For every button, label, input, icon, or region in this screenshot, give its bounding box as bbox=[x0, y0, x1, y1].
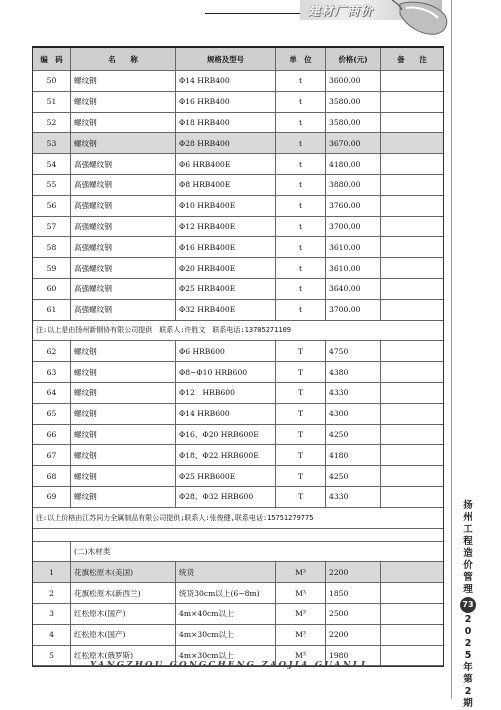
table-row bbox=[33, 404, 443, 425]
cell-unit: t bbox=[276, 71, 326, 91]
cell-code: 52 bbox=[33, 113, 71, 133]
cell-remark bbox=[381, 341, 443, 361]
cell-remark bbox=[381, 217, 443, 237]
vertical-char: 5 bbox=[464, 650, 472, 661]
page-number: 73 bbox=[460, 597, 476, 613]
cell-name: 高强螺纹钢 bbox=[71, 279, 176, 299]
cell-remark bbox=[381, 175, 443, 195]
blank-row bbox=[33, 529, 443, 542]
cell-name: 高强螺纹钢 bbox=[71, 258, 176, 278]
cell-name: 螺纹钢 bbox=[71, 92, 176, 112]
cell-code: 66 bbox=[33, 425, 71, 445]
cell-unit: M³ bbox=[276, 625, 326, 645]
col-header-code: 编 码 bbox=[33, 48, 71, 70]
cell-code: 65 bbox=[33, 404, 71, 424]
cell-price: 3760.00 bbox=[326, 196, 381, 216]
cell-code: 60 bbox=[33, 279, 71, 299]
cell-price: 3700.00 bbox=[326, 300, 381, 320]
table-row bbox=[33, 113, 443, 134]
cell-unit: t bbox=[276, 154, 326, 174]
cell-code: 69 bbox=[33, 487, 71, 507]
table-row bbox=[33, 362, 443, 383]
cell-remark bbox=[381, 154, 443, 174]
cell-spec: Φ28、Φ32 HRB600 bbox=[176, 487, 276, 507]
cell-price: 3580.00 bbox=[326, 92, 381, 112]
table-row bbox=[33, 237, 443, 258]
cell-spec: 4m×40cm以上 bbox=[176, 604, 276, 624]
cell-price: 3600.00 bbox=[326, 71, 381, 91]
supplier-note-2 bbox=[33, 508, 443, 529]
footer-pinyin: YANGZHOU GONGCHENG ZAOJIA GUANLI bbox=[90, 660, 368, 670]
cell-name: 螺纹钢 bbox=[71, 445, 176, 465]
cell-spec: Φ16、Φ20 HRB600E bbox=[176, 425, 276, 445]
cell-unit: t bbox=[276, 196, 326, 216]
cell-unit: T bbox=[276, 466, 326, 486]
cell-remark bbox=[381, 445, 443, 465]
vertical-char: 0 bbox=[464, 626, 472, 637]
cell-name: 螺纹钢 bbox=[71, 383, 176, 403]
col-header-spec: 规格及型号 bbox=[176, 48, 276, 70]
cell-remark bbox=[381, 279, 443, 299]
cell-unit: t bbox=[276, 300, 326, 320]
table-row bbox=[33, 425, 443, 446]
cell-price: 3700.00 bbox=[326, 217, 381, 237]
cell-spec: Φ18、Φ22 HRB600E bbox=[176, 445, 276, 465]
cell-price: 3670.00 bbox=[326, 133, 381, 153]
cell-spec: Φ20 HRB400E bbox=[176, 258, 276, 278]
cell-unit: t bbox=[276, 175, 326, 195]
cell-spec: Φ14 HRB600 bbox=[176, 404, 276, 424]
cell-code: 61 bbox=[33, 300, 71, 320]
cell-unit: t bbox=[276, 133, 326, 153]
table-row bbox=[33, 154, 443, 175]
cell-code: 63 bbox=[33, 362, 71, 382]
cell-spec: 统货 bbox=[176, 562, 276, 582]
cell-code: 4 bbox=[33, 625, 71, 645]
cell-spec: Φ8 HRB400E bbox=[176, 175, 276, 195]
cell-remark bbox=[381, 487, 443, 507]
table-body-timber bbox=[33, 562, 443, 666]
cell-remark bbox=[381, 604, 443, 624]
cell-spec: Φ14 HRB400 bbox=[176, 71, 276, 91]
cell-price: 3880.00 bbox=[326, 175, 381, 195]
vertical-char: 程 bbox=[463, 536, 473, 547]
journal-title-vertical bbox=[460, 500, 476, 596]
cell-unit: t bbox=[276, 258, 326, 278]
cell-price: 1850 bbox=[326, 583, 381, 603]
cell-remark bbox=[381, 562, 443, 582]
cell-price: 3580.00 bbox=[326, 113, 381, 133]
cell-unit: T bbox=[276, 404, 326, 424]
cell-code: 51 bbox=[33, 92, 71, 112]
cell-remark bbox=[381, 196, 443, 216]
cell-code: 2 bbox=[33, 583, 71, 603]
cell-spec: Φ6 HRB400E bbox=[176, 154, 276, 174]
cell-spec: Φ25 HRB600E bbox=[176, 466, 276, 486]
cell-price: 4250 bbox=[326, 425, 381, 445]
vertical-char: 价 bbox=[463, 560, 473, 571]
cell-code: 5 bbox=[33, 646, 71, 666]
cell-price: 4330 bbox=[326, 383, 381, 403]
table-row bbox=[33, 487, 443, 508]
cell-price: 4250 bbox=[326, 466, 381, 486]
table-row bbox=[33, 279, 443, 300]
cell-price: 1980 bbox=[326, 646, 381, 666]
cell-unit: T bbox=[276, 341, 326, 361]
cell-remark bbox=[381, 258, 443, 278]
table-header-row bbox=[33, 48, 443, 71]
cell-remark bbox=[381, 404, 443, 424]
table-body-steel-b bbox=[33, 341, 443, 507]
table-row bbox=[33, 383, 443, 404]
cell-code: 1 bbox=[33, 562, 71, 582]
note-text: 注:以上价格由江苏同力全属制品有限公司提供;联系人:张俊健,联系电话:15751279775 bbox=[36, 513, 314, 522]
cell-name: 高强螺纹钢 bbox=[71, 175, 176, 195]
cell-name: 高强螺纹钢 bbox=[71, 237, 176, 257]
cell-spec: Φ28 HRB400 bbox=[176, 133, 276, 153]
cell-remark bbox=[381, 237, 443, 257]
col-header-price: 价格(元) bbox=[326, 48, 381, 70]
cell-remark bbox=[381, 92, 443, 112]
cell-code: 50 bbox=[33, 71, 71, 91]
cell-price: 2200 bbox=[326, 562, 381, 582]
vertical-char: 造 bbox=[463, 548, 473, 559]
table-row bbox=[33, 466, 443, 487]
vertical-char: 2 bbox=[464, 614, 472, 625]
cell-remark bbox=[381, 71, 443, 91]
cell-name: 螺纹钢 bbox=[71, 362, 176, 382]
section-title: (二)木材类 bbox=[74, 546, 111, 556]
cell-remark bbox=[381, 113, 443, 133]
cell-unit: t bbox=[276, 217, 326, 237]
cell-price: 4380 bbox=[326, 362, 381, 382]
table-row bbox=[33, 175, 443, 196]
table-row bbox=[33, 625, 443, 646]
cell-unit: M³ bbox=[276, 646, 326, 666]
cell-price: 4180.00 bbox=[326, 154, 381, 174]
header-title: 建材厂商价 bbox=[308, 4, 374, 18]
vertical-char: 工 bbox=[463, 524, 473, 535]
cell-name: 红松原木(俄罗斯) bbox=[71, 646, 176, 666]
cell-remark bbox=[381, 133, 443, 153]
vertical-char: 2 bbox=[464, 686, 472, 697]
cell-unit: T bbox=[276, 362, 326, 382]
cell-name: 高强螺纹钢 bbox=[71, 196, 176, 216]
table-row bbox=[33, 92, 443, 113]
cell-unit: T bbox=[276, 383, 326, 403]
col-header-unit: 单 位 bbox=[276, 48, 326, 70]
table-row bbox=[33, 604, 443, 625]
cell-name: 红松原木(国产) bbox=[71, 625, 176, 645]
cell-name: 高强螺纹钢 bbox=[71, 154, 176, 174]
table-row bbox=[33, 258, 443, 279]
price-table bbox=[32, 46, 444, 667]
cell-remark bbox=[381, 300, 443, 320]
cell-unit: t bbox=[276, 92, 326, 112]
cell-price: 2200 bbox=[326, 625, 381, 645]
right-margin-rule bbox=[451, 0, 452, 699]
table-row bbox=[33, 562, 443, 583]
cell-unit: t bbox=[276, 279, 326, 299]
cell-code: 62 bbox=[33, 341, 71, 361]
cell-remark bbox=[381, 362, 443, 382]
section-row-timber bbox=[33, 542, 443, 563]
cell-name: 螺纹钢 bbox=[71, 425, 176, 445]
cell-price: 4300 bbox=[326, 404, 381, 424]
supplier-note-1 bbox=[33, 321, 443, 342]
cell-name: 花旗松原木(新西兰) bbox=[71, 583, 176, 603]
table-row bbox=[33, 133, 443, 154]
vertical-char: 期 bbox=[463, 698, 473, 709]
vertical-char: 年 bbox=[463, 662, 473, 673]
cell-code: 57 bbox=[33, 217, 71, 237]
cell-spec: Φ16 HRB400E bbox=[176, 237, 276, 257]
cell-price: 3610.00 bbox=[326, 258, 381, 278]
cell-remark bbox=[381, 625, 443, 645]
cell-spec: 4m×30cm以上 bbox=[176, 625, 276, 645]
table-row bbox=[33, 445, 443, 466]
cell-unit: M³ bbox=[276, 583, 326, 603]
cell-name: 红松原木(国产) bbox=[71, 604, 176, 624]
cell-unit: t bbox=[276, 113, 326, 133]
table-row bbox=[33, 583, 443, 604]
cell-name: 螺纹钢 bbox=[71, 113, 176, 133]
cell-name: 高强螺纹钢 bbox=[71, 300, 176, 320]
cell-name: 花旗松原木(美国) bbox=[71, 562, 176, 582]
cell-price: 3610.00 bbox=[326, 237, 381, 257]
cell-code: 68 bbox=[33, 466, 71, 486]
col-header-name: 名 称 bbox=[71, 48, 176, 70]
cell-unit: T bbox=[276, 445, 326, 465]
cell-name: 螺纹钢 bbox=[71, 71, 176, 91]
cell-spec: Φ32 HRB400E bbox=[176, 300, 276, 320]
cell-unit: T bbox=[276, 425, 326, 445]
table-row bbox=[33, 196, 443, 217]
issue-vertical bbox=[460, 614, 476, 710]
cell-spec: Φ16 HRB400 bbox=[176, 92, 276, 112]
cell-spec: Φ12 HRB600 bbox=[176, 383, 276, 403]
cell-name: 螺纹钢 bbox=[71, 341, 176, 361]
cell-unit: M³ bbox=[276, 562, 326, 582]
side-journal-label bbox=[460, 500, 476, 710]
cell-spec: 4m×30cm以上 bbox=[176, 646, 276, 666]
cell-spec: 统货30cm以上(6~8m) bbox=[176, 583, 276, 603]
cell-name: 螺纹钢 bbox=[71, 487, 176, 507]
cell-unit: t bbox=[276, 237, 326, 257]
cell-remark bbox=[381, 425, 443, 445]
cell-price: 4750 bbox=[326, 341, 381, 361]
vertical-char: 第 bbox=[463, 674, 473, 685]
cell-spec: Φ10 HRB400E bbox=[176, 196, 276, 216]
cell-unit: M³ bbox=[276, 604, 326, 624]
table-row bbox=[33, 341, 443, 362]
cell-code: 67 bbox=[33, 445, 71, 465]
cell-name: 螺纹钢 bbox=[71, 133, 176, 153]
cell-price: 4330 bbox=[326, 487, 381, 507]
cell-price: 3640.00 bbox=[326, 279, 381, 299]
cell-code: 53 bbox=[33, 133, 71, 153]
cell-code: 54 bbox=[33, 154, 71, 174]
cell-remark bbox=[381, 583, 443, 603]
cell-spec: Φ6 HRB600 bbox=[176, 341, 276, 361]
computer-mouse-icon bbox=[392, 0, 452, 40]
cell-spec: Φ18 HRB400 bbox=[176, 113, 276, 133]
cell-code: 55 bbox=[33, 175, 71, 195]
cell-name: 螺纹钢 bbox=[71, 466, 176, 486]
cell-spec: Φ25 HRB400E bbox=[176, 279, 276, 299]
vertical-char: 理 bbox=[463, 584, 473, 595]
cell-remark bbox=[381, 383, 443, 403]
vertical-char: 管 bbox=[463, 572, 473, 583]
cell-spec: Φ8~Φ10 HRB600 bbox=[176, 362, 276, 382]
cell-code: 3 bbox=[33, 604, 71, 624]
vertical-char: 2 bbox=[464, 638, 472, 649]
note-text: 注:以上是由扬州新钢协有限公司提供 联系人:许胜文 联系电话:13705271109 bbox=[36, 326, 292, 335]
cell-code: 56 bbox=[33, 196, 71, 216]
table-body-steel-a bbox=[33, 71, 443, 321]
cell-name: 螺纹钢 bbox=[71, 404, 176, 424]
cell-code: 58 bbox=[33, 237, 71, 257]
cell-price: 2500 bbox=[326, 604, 381, 624]
cell-unit: T bbox=[276, 487, 326, 507]
vertical-char: 州 bbox=[463, 512, 473, 523]
cell-spec: Φ12 HRB400E bbox=[176, 217, 276, 237]
cell-price: 4180 bbox=[326, 445, 381, 465]
col-header-remark: 备 注 bbox=[397, 54, 427, 64]
cell-remark bbox=[381, 466, 443, 486]
table-row bbox=[33, 300, 443, 321]
cell-remark bbox=[381, 646, 443, 666]
cell-code: 64 bbox=[33, 383, 71, 403]
cell-name: 高强螺纹钢 bbox=[71, 217, 176, 237]
section-code-cell bbox=[33, 542, 71, 562]
vertical-char: 扬 bbox=[463, 500, 473, 511]
table-row bbox=[33, 71, 443, 92]
table-row bbox=[33, 217, 443, 238]
cell-code: 59 bbox=[33, 258, 71, 278]
